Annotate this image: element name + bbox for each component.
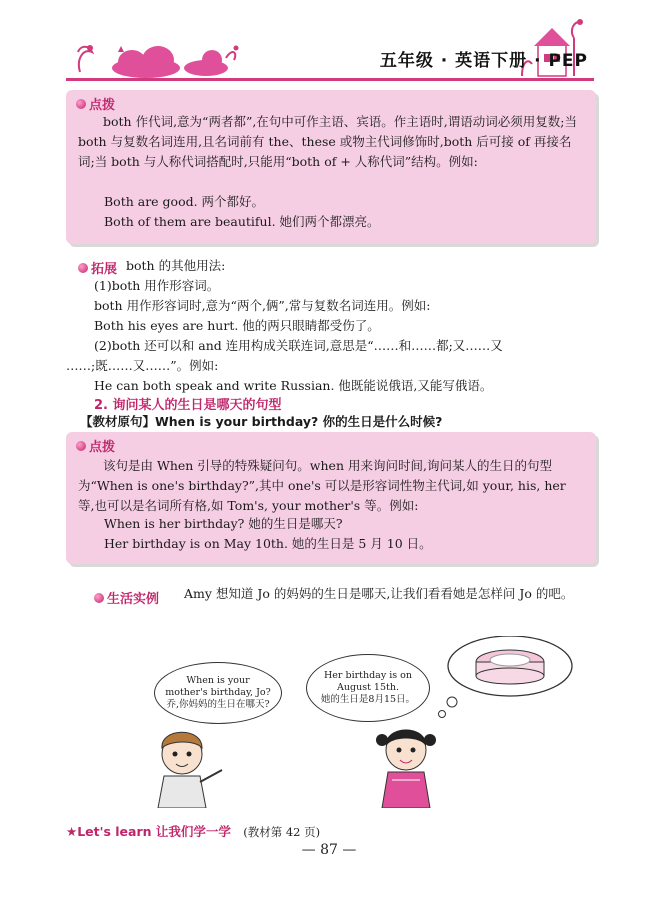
bullet-icon xyxy=(76,441,86,451)
tip-tag-label: 点拨 xyxy=(89,440,116,455)
section-heading: 2. 询问某人的生日是哪天的句型 xyxy=(94,398,282,413)
extend-line: Both his eyes are hurt. 他的两只眼睛都受伤了。 xyxy=(94,318,380,333)
tip-tag xyxy=(76,436,115,455)
extend-line: (2)both 还可以和 and 连用构成关联连词,意思是“……和……都;又……又 xyxy=(94,338,503,353)
lets-learn-label: ★Let's learn 让我们学一学 xyxy=(66,824,231,839)
bubble-text: Her birthday is on August 15th. xyxy=(324,670,412,693)
page-number: — 87 — xyxy=(301,842,357,858)
textbook-reference: (教材第 42 页) xyxy=(243,825,321,839)
life-text: Amy 想知道 Jo 的妈妈的生日是哪天,让我们看看她是怎样问 Jo 的吧。 xyxy=(184,586,574,601)
tip-tag xyxy=(76,94,115,113)
original-sentence: 【教材原句】When is your birthday? 你的生日是什么时候? xyxy=(80,414,443,429)
tip-box xyxy=(66,90,596,244)
illustration xyxy=(130,636,620,808)
decoration-cloud-icon xyxy=(66,38,256,78)
tip-paragraph: both 作代词,意为“两者都”,在句中可作主语、宾语。作主语时,谓语动词必须用复数;当 both 与复数名词连用,且名词前有 the、these 或物主代词修饰时,both 后可接 of 再接名词;当 both 与人称代词搭配时,只能用“both of + 人称代词”结构。例如: xyxy=(78,114,577,169)
extend-tag xyxy=(78,258,117,277)
bubble-text: 乔,你妈妈的生日在哪天? xyxy=(166,699,270,710)
bubble-text: When is your mother's birthday, Jo? xyxy=(165,675,271,698)
example-line: Both of them are beautiful. 她们两个都漂亮。 xyxy=(104,214,380,229)
header-title: 五年级 · 英语下册 · PEP xyxy=(379,51,588,71)
page-header xyxy=(66,38,594,81)
extend-line: He can both speak and write Russian. 他既能说俄语,又能写俄语。 xyxy=(94,378,493,393)
example-line: Both are good. 两个都好。 xyxy=(104,194,265,209)
life-tag-label: 生活实例 xyxy=(107,592,160,607)
tip-tag-label: 点拨 xyxy=(89,98,116,113)
bullet-icon xyxy=(78,263,88,273)
extend-line: both 用作形容词时,意为“两个,俩”,常与复数名词连用。例如: xyxy=(94,298,431,313)
example-line: When is her birthday? 她的生日是哪天? xyxy=(104,516,343,531)
tip-box xyxy=(66,432,596,564)
extend-line: ……;既……又……”。例如: xyxy=(66,358,219,373)
lets-learn-heading xyxy=(66,822,320,840)
extend-tag-label: 拓展 xyxy=(91,262,118,277)
bubble-text: 她的生日是8月15日。 xyxy=(320,694,416,705)
tip-paragraph: 该句是由 When 引导的特殊疑问句。when 用来询问时间,询问某人的生日的句型为“When is one's birthday?”,其中 one's 可以是形容词性物主代词,如 your, his, her 等,也可以是名词所有格,如 Tom's, your mother's 等。例如: xyxy=(78,458,566,513)
example-line: Her birthday is on May 10th. 她的生日是 5 月 10 日。 xyxy=(104,536,432,551)
bullet-icon xyxy=(76,99,86,109)
children-cake-illustration-icon xyxy=(130,636,620,808)
extend-line: (1)both 用作形容词。 xyxy=(94,278,220,293)
extend-intro: both 的其他用法: xyxy=(126,258,226,273)
